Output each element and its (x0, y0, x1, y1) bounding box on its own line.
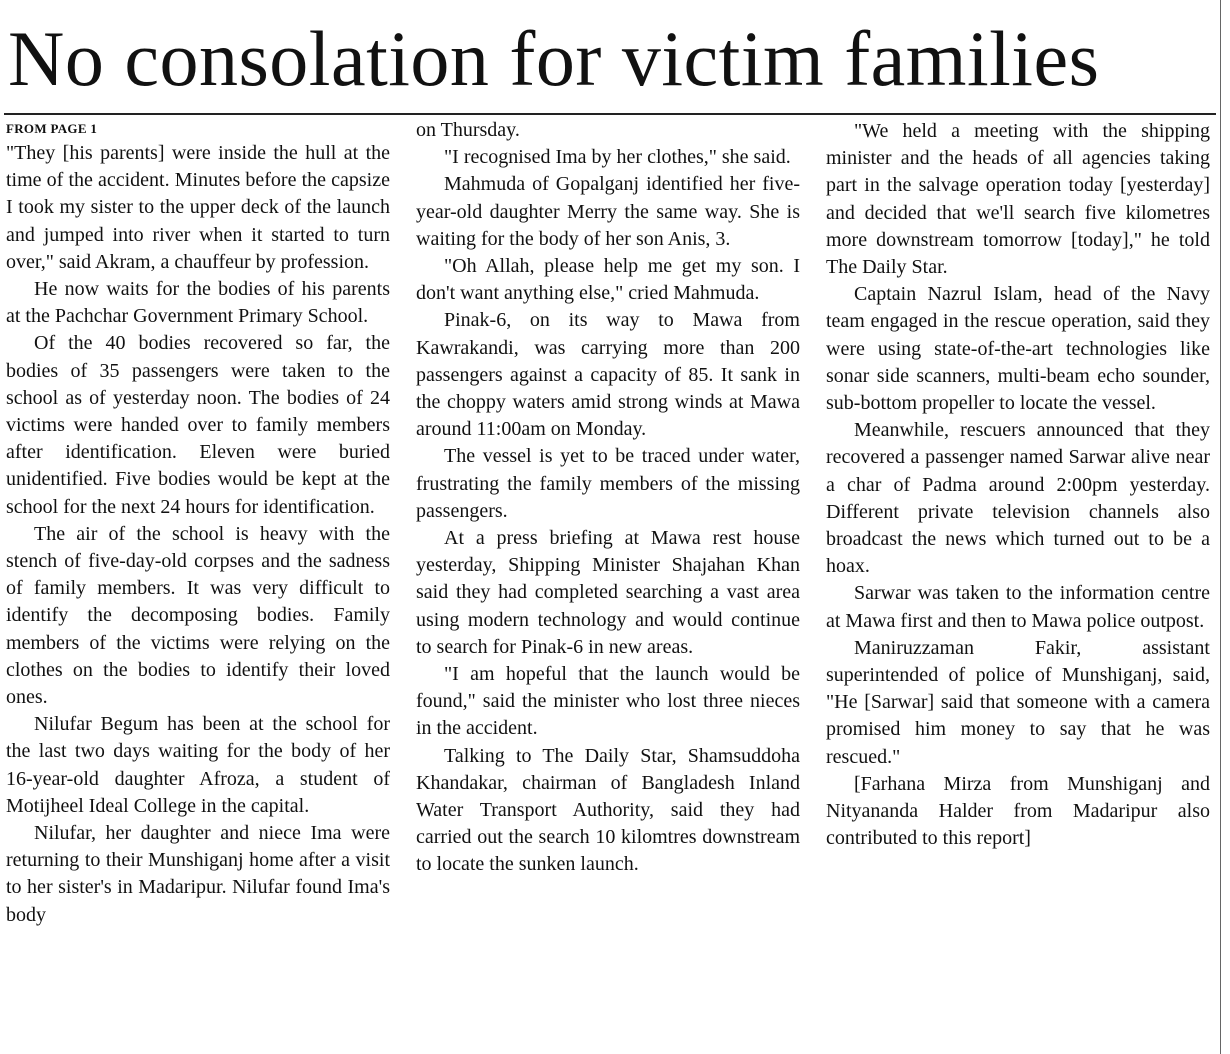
paragraph: Nilufar Begum has been at the school for the last two days waiting for the body of her 16-year-old daughter Afroza, a student of Motijheel Ideal College in the capital. (6, 713, 390, 817)
paragraph: [Farhana Mirza from Munshiganj and Nityananda Halder from Madaripur also contributed to this report] (826, 772, 1210, 850)
paragraph: on Thursday. (416, 119, 520, 141)
paragraph: Nilufar, her daughter and niece Ima were returning to their Munshiganj home after a visit to her sister's in Madaripur. Nilufar found Ima's body (6, 822, 390, 926)
article-column-2 (416, 117, 800, 1053)
paragraph: Of the 40 bodies recovered so far, the bodies of 35 passengers were taken to the school as of yesterday noon. The bodies of 24 victims were handed over to family members after identification. Eleven were buried unidentified. Five bodies would be kept at the school for the next 24 hours for identification. (6, 332, 390, 518)
paragraph: "I recognised Ima by her clothes," she said. (444, 146, 791, 169)
paragraph: The vessel is yet to be traced under water, frustrating the family members of the missing passengers. (416, 445, 800, 522)
from-page-label: FROM PAGE 1 (6, 121, 98, 136)
paragraph: He now waits for the bodies of his parents at the Pachchar Government Primary School. (6, 278, 390, 328)
paragraph: Mahmuda of Gopalganj identified her five-year-old daughter Merry the same way. She is waiting for the body of her son Anis, 3. (416, 173, 800, 250)
headline: No consolation for victim families (8, 15, 1100, 102)
paragraph: "Oh Allah, please help me get my son. I don't want anything else," cried Mahmuda. (416, 255, 800, 305)
paragraph: "We held a meeting with the shipping minister and the heads of all agencies taking part in the salvage operation today [yesterday] and decided that we'll search five kilometres more downstream tomorrow [today]," he told The Daily Star. (826, 120, 1210, 279)
article-column-3 (826, 118, 1210, 1054)
paragraph: "I am hopeful that the launch would be found," said the minister who lost three nieces in the accident. (416, 663, 800, 740)
paragraph: Pinak-6, on its way to Mawa from Kawrakandi, was carrying more than 200 passengers against a capacity of 85. It sank in the choppy waters amid strong winds at Mawa around 11:00am on Monday. (416, 309, 800, 441)
paragraph: The air of the school is heavy with the stench of five-day-old corpses and the sadness of family members. It was very difficult to identify the decomposing bodies. Family members of the victims were relying on the clothes on the bodies to identify their loved ones. (6, 522, 390, 709)
paragraph: Captain Nazrul Islam, head of the Navy team engaged in the rescue operation, said they were using state-of-the-art technologies like sonar side scanners, multi-beam echo sounder, sub-bottom propeller to locate the vessel. (826, 283, 1210, 415)
paragraph: Talking to The Daily Star, Shamsuddoha Khandakar, chairman of Bangladesh Inland Water Transport Authority, said they had carried out the search 10 kilomtres downstream to locate the sunken launch. (416, 744, 800, 876)
paragraph: Meanwhile, rescuers announced that they recovered a passenger named Sarwar alive near a char of Padma around 2:00pm yesterday. Different private television channels also broadcast the news which turned out to be a hoax. (826, 419, 1210, 578)
headline-rule (4, 113, 1216, 115)
article-column-1 (6, 118, 390, 1054)
right-column-rule (1220, 0, 1221, 1054)
paragraph: At a press briefing at Mawa rest house yesterday, Shipping Minister Shajahan Khan said they had completed searching a vast area using modern technology and would continue to search for Pinak-6 in new areas. (416, 527, 800, 658)
paragraph: "They [his parents] were inside the hull at the time of the accident. Minutes before the capsize I took my sister to the upper deck of the launch and jumped into river when it started to turn over," said Akram, a chauffeur by profession. (6, 142, 390, 273)
paragraph: Maniruzzaman Fakir, assistant superintended of police of Munshiganj, said, "He [Sarwar] said that someone with a camera promised him money to say that he was rescued." (826, 636, 1210, 768)
paragraph: Sarwar was taken to the information centre at Mawa first and then to Mawa police outpost. (826, 582, 1210, 632)
